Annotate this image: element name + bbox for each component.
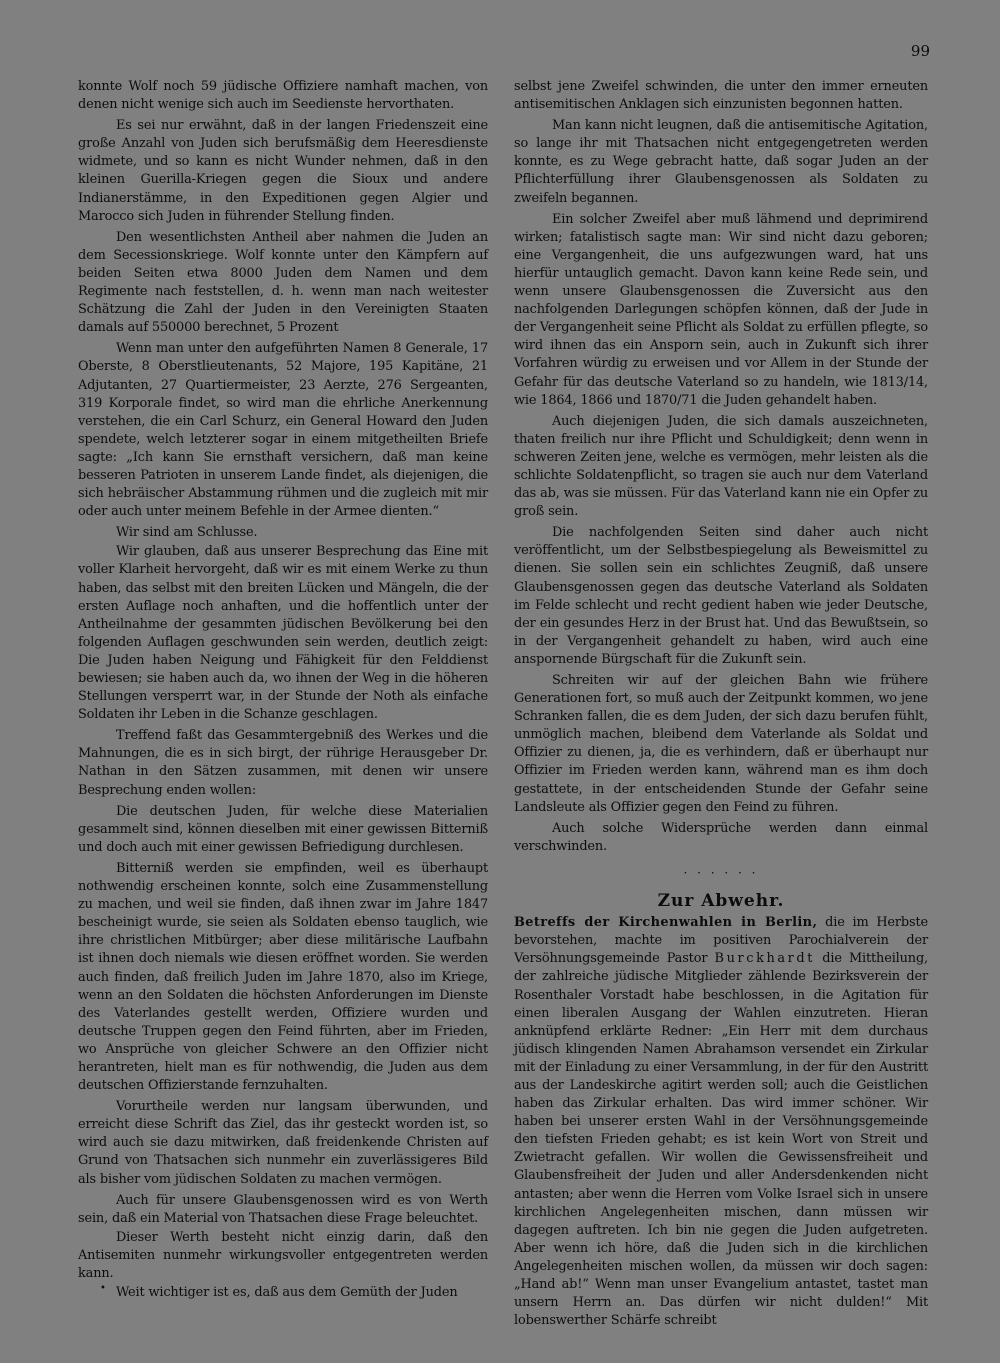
abwehr-paragraph [514, 914, 928, 1330]
paragraph: Auch für unsere Glaubensgenossen wird es von Werth sein, daß ein Material von Thatsachen diese Frage beleuchtet. [78, 1192, 488, 1226]
paragraph: Weit wichtiger ist es, daß aus dem Gemüth der Juden [116, 1285, 458, 1301]
paragraph: Schreiten wir auf der gleichen Bahn wie frühere Generationen fort, so muß auch der Zeitpunkt kommen, wo jene Schranken fallen, die es dem Juden, der sich dazu berufen fühlt, unmöglich machen, bleibend dem Vaterlande als Soldat und Offizier zu dienen, ja, die es verhindern, daß er überhaupt nur Offizier im Frieden werden kann, während man es ihm doch gestattete, in der entscheidenden Stunde der Gefahr seine Landsleute als Offizier gegen den Feind zu führen. [514, 673, 928, 815]
paragraph: Auch diejenigen Juden, die sich damals auszeichneten, thaten freilich nur ihre Pflicht und Schuldigkeit; denn wenn in schweren Zeiten jene, welche es vermögen, mehr leisten als die schlichte Soldatenpflicht, so tragen sie auch nur dem Vaterland das ab, was sie müssen. Für das Vaterland kann nie ein Opfer zu groß sein. [514, 413, 928, 520]
paragraph: Treffend faßt das Gesammtergebniß des Werkes und die Mahnungen, die es in sich birgt, der rührige Herausgeber Dr. Nathan in den Sätzen zusammen, mit denen wir unsere Besprechung enden wollen: [78, 728, 488, 798]
paragraph: selbst jene Zweifel schwinden, die unter den immer erneuten antisemitischen Anklagen sich einzunisten begonnen hatten. [514, 79, 928, 113]
paragraph: Dieser Werth besteht nicht einzig darin, daß den Antisemiten nunmehr wirkungsvoller entgegentreten werden kann. [78, 1229, 488, 1281]
paragraph: Die deutschen Juden, für welche diese Materialien gesammelt sind, können dieselben mit einer gewissen Bitterniß und doch auch mit einer gewissen Befriedigung durchlesen. [78, 803, 488, 855]
page-number: 99 [910, 42, 930, 60]
right-column [514, 78, 928, 1333]
paragraph: Man kann nicht leugnen, daß die antisemitische Agitation, so lange ihr mit Thatsachen nicht entgegengetreten werden konnte, es zu Wege gebracht hatte, daß sogar Juden an der Pflichterfüllung ihrer Glaubensgenossen als Soldaten zu zweifeln begannen. [514, 118, 928, 206]
paragraph: Ein solcher Zweifel aber muß lähmend und deprimirend wirken; fatalistisch sagte man: Wir sind nicht dazu geboren; eine Vergangenheit, die uns aufgezwungen ward, hat uns hierfür untauglich gemacht. Davon kann keine Rede sein, und wenn unsere Glaubensgenossen die Zuversicht aus den nachfolgenden Darlegungen schöpfen können, daß der Jude in der Vergangenheit seine Pflicht als Soldat zu erfüllen pflegte, so wird ihnen das ein Ansporn sein, auch in Zukunft sich ihrer Vorfahren würdig zu erweisen und vor Allem in der Stunde der Gefahr für das deutsche Vaterland so zu handeln, wie 1813/14, wie 1864, 1866 und 1870/71 die Juden gehandelt haben. [514, 211, 928, 408]
paragraph: Wir glauben, daß aus unserer Besprechung das Eine mit voller Klarheit hervorgeht, daß wir es mit einem Werke zu thun haben, das selbst mit den breiten Lücken und Mängeln, die der ersten Auflage noch anhaften, und die hoffentlich unter der Antheilnahme der gesammten jüdischen Bevölkerung bei den folgenden Auflagen geschwunden sein werden, deutlich zeigt: Die Juden haben Neigung und Fähigkeit für den Felddienst bewiesen; sie haben auch da, wo ihnen der Weg in die höheren Stellungen versperrt war, in der Stunde der Noth als einfache Soldaten ihr Leben in die Schanze geschlagen. [78, 544, 488, 723]
paragraph: konnte Wolf noch 59 jüdische Offiziere namhaft machen, von denen nicht wenige sich auch im Seedienste hervorthaten. [78, 79, 488, 113]
paragraph: Wir sind am Schlusse. [116, 525, 258, 541]
abwehr-text-1: die im Herbste bevorstehen, machte im positiven Parochialverein der Versöhnungsgemeinde Pastor [514, 915, 928, 967]
paragraph: Es sei nur erwähnt, daß in der langen Friedenszeit eine große Anzahl von Juden sich berufsmäßig dem Heeresdienste widmete, und so kann es nicht Wunder nehmen, daß in den kleinen Guerilla-Kriegen gegen die Sioux und andere Indianerstämme, in den Expeditionen gegen Algier und Marocco sich Juden in führender Stellung finden. [78, 118, 488, 224]
bottom-mark: • [100, 1283, 106, 1294]
paragraph: Wenn man unter den aufgeführten Namen 8 Generale, 17 Oberste, 8 Oberstlieutenants, 52 Majore, 195 Kapitäne, 21 Adjutanten, 27 Quartiermeister, 23 Aerzte, 276 Sergeanten, 319 Korporale findet, so wird man die ehrliche Anerkennung verstehen, die ein Carl Schurz, ein General Howard den Juden spendete, welch letzterer sogar in einem mitgetheilten Briefe sagte: „Ich kann Sie ernsthaft versichern, daß man keine besseren Patrioten in unserem Lande findet, als diejenigen, die sich hebräischer Abstammung rühmen und die zugleich mit mir oder auch unter meinem Befehle in der Armee dienten.“ [78, 341, 488, 520]
lead-phrase: Betreffs der Kirchenwahlen in Berlin, [514, 915, 818, 931]
pastor-name: Burckhardt [714, 951, 816, 967]
section-separator: · · · · · · [683, 865, 759, 880]
paragraph: Den wesentlichsten Antheil aber nahmen die Juden an dem Secessionskriege. Wolf konnte unter den Kämpfern auf beiden Seiten etwa 8000 Juden dem Namen und dem Regimente nach feststellen, d. h. wenn man nach weitester Schätzung die Zahl der Juden in den Vereinigten Staaten damals auf 550000 berechnet, 5 Prozent [78, 229, 488, 336]
left-column [78, 78, 488, 1303]
paragraph: Die nachfolgenden Seiten sind daher auch nicht veröffentlicht, um der Selbstbespiegelung als Beweismittel zu dienen. Sie sollen sein ein schlichtes Zeugniß, daß unsere Glaubensgenossen gegen das deutsche Vaterland als Soldaten im Felde schlecht und recht gedient haben wie jeder Deutsche, der ein gesundes Herz in der Brust hat. Und das Bewußtsein, so in der Vergangenheit gehandelt zu haben, wird auch eine anspornende Bürgschaft für die Zukunft sein. [514, 525, 928, 667]
paragraph: Vorurtheile werden nur langsam überwunden, und erreicht diese Schrift das Ziel, das ihr gesteckt worden ist, so wird auch sie dazu mitwirken, daß freidenkende Christen auf Grund von Thatsachen sich nunmehr ein zuverlässigeres Bild als bisher vom jüdischen Soldaten zu machen vermögen. [78, 1099, 488, 1187]
paragraph: Auch solche Widersprüche werden dann einmal verschwinden. [514, 820, 928, 854]
paragraph: Bitterniß werden sie empfinden, weil es überhaupt nothwendig erscheinen konnte, solch eine Zusammenstellung zu machen, und weil sie finden, daß ihnen zwar im Jahre 1847 bescheinigt wurde, sie seien als Soldaten ebenso tauglich, wie ihre christlichen Mitbürger; aber diese militärische Laufbahn ist ihnen doch niemals wie diesen eröffnet worden. Sie werden auch finden, daß freilich Juden im Jahre 1870, also im Kriege, wenn an den Soldaten die höchsten Anforderungen im Dienste des Vaterlandes gestellt werden, Offiziere wurden und deutsche Truppen gegen den Feind führten, aber im Frieden, wo Ansprüche von gleicher Schwere an den Offizier nicht herantreten, hielt man es für nothwendig, die Juden aus dem deutschen Offizierstande fernzuhalten. [78, 860, 488, 1094]
section-heading: Zur Abwehr. [657, 891, 785, 912]
abwehr-text-2: die Mittheilung, der zahlreiche jüdische Mitglieder zählende Bezirksverein der Rosenthaler Vorstadt habe beschlossen, in die Agitation für einen liberalen Ausgang der Wahlen einzutreten. Hieran anknüpfend erklärte Redner: „Ein Herr mit dem durchaus jüdisch klingenden Namen Abrahamson versendet ein Zirkular mit der Einladung zu einer Versammlung, in der für den Austritt aus der Landeskirche agitirt werden soll; auch die Geistlichen haben das Zirkular erhalten. Das wird immer schöner. Wir haben bei unserer ersten Wahl in der Versöhnungsgemeinde den tiefsten Frieden gehabt; es ist kein Wort von Streit und Zwietracht gefallen. Wir wollen die Gewissensfreiheit und Glaubensfreiheit der Juden und aller Andersdenkenden nicht antasten; aber wenn die Herren vom Volke Israel sich in unsere kirchlichen Angelegenheiten mischen, dann müssen wir dagegen auftreten. Ich bin nie gegen die Juden aufgetreten. Aber wenn ich höre, daß die Juden sich in die kirchlichen Angelegenheiten mischen wollen, da müssen wir doch sagen: „Hand ab!“ Wenn man unser Evangelium antastet, tastet man unsern Herrn an. Das dürfen wir nicht dulden!“ Mit lobenswerther Schärfe schreibt [514, 951, 928, 1329]
